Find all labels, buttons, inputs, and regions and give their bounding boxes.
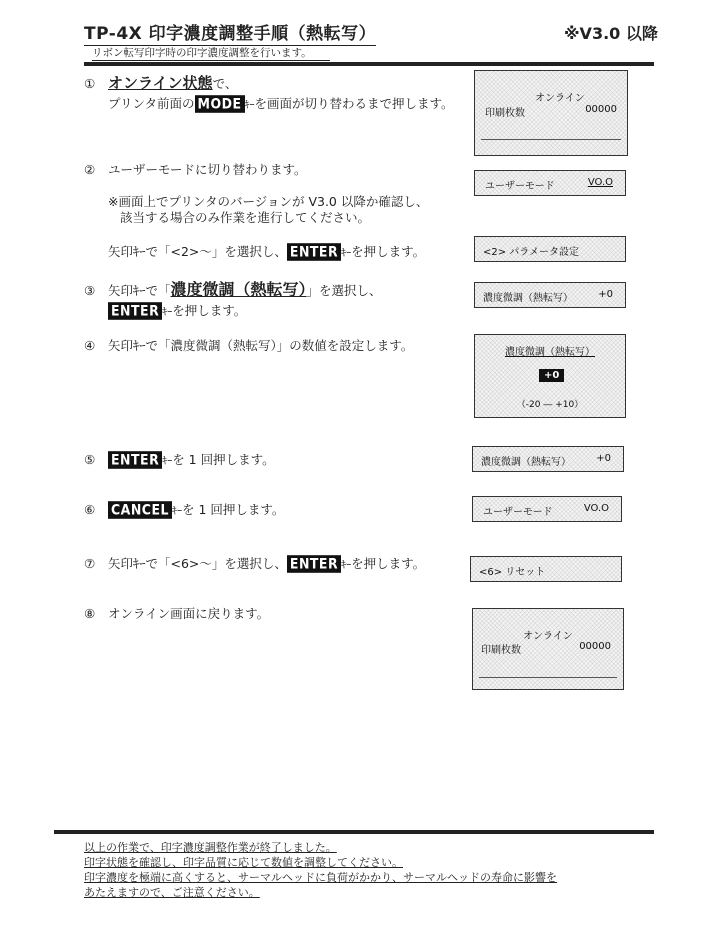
step-3-line-2 <box>108 301 246 322</box>
step-3-emphasis: 濃度微調（熱転写） <box>170 280 307 299</box>
lcd-title: 濃度微調（熱転写） <box>505 347 595 358</box>
footer-line-3: 印字濃度を極端に高くすると、サーマルヘッドに負荷がかかり、サーマルヘッドの寿命に影響を <box>84 871 557 884</box>
step-7 <box>84 554 425 575</box>
step-number: ③ <box>84 283 96 298</box>
lcd-density-edit <box>474 334 626 418</box>
lcd-version: VO.O <box>587 177 613 188</box>
step-2-sub <box>108 242 425 263</box>
lcd-divider <box>481 139 621 140</box>
step-2-note-1: ※画面上でプリンタのバージョンが V3.0 以降か確認し、 <box>108 194 429 209</box>
step-2 <box>84 160 307 179</box>
lcd-user-mode-1 <box>474 170 626 196</box>
lcd-density-item-1 <box>474 282 626 308</box>
step-3-text-c: を押します。 <box>172 303 247 318</box>
step-8 <box>84 604 269 623</box>
page-subtitle: リボン転写印字時の印字濃度調整を行います。 <box>92 46 330 61</box>
enter-key-badge: ENTER <box>108 451 162 469</box>
lcd-text: ユーザーモード <box>483 507 553 518</box>
step-1-text-a: で、 <box>212 76 238 91</box>
key-suffix: ｷｰ <box>162 307 173 318</box>
step-4 <box>84 336 413 355</box>
step-number: ⑧ <box>84 606 96 621</box>
step-1-line-2 <box>108 94 454 115</box>
step-1-text-b: プリンタ前面の <box>108 96 195 111</box>
lcd-selected-value: +0 <box>539 369 564 382</box>
step-2-sub-text-b: を押します。 <box>351 244 426 259</box>
lcd-online-2 <box>472 608 624 690</box>
footer-line-2: 印字状態を確認し、印字品質に応じて数値を調整してください。 <box>84 856 403 869</box>
step-5-text: を 1 回押します。 <box>172 452 275 467</box>
lcd-text: <2> パラメータ設定 <box>483 247 579 258</box>
footer-line-4: あたえますので、ご注意ください。 <box>84 886 260 899</box>
lcd-text: ユーザーモード <box>485 181 555 192</box>
step-2-text: ユーザーモードに切り替わります。 <box>108 162 307 177</box>
lcd-count: 00000 <box>585 104 617 115</box>
step-1-text-c: を画面が切り替わるまで押します。 <box>254 96 454 111</box>
lcd-label: 印刷枚数 <box>481 645 521 656</box>
step-number: ② <box>84 162 96 177</box>
header-rule <box>84 62 654 66</box>
lcd-text: <6> リセット <box>479 567 546 578</box>
key-suffix: ｷｰ <box>341 248 352 259</box>
page-title: TP-4X 印字濃度調整手順（熱転写） <box>84 24 377 44</box>
step-6-text: を 1 回押します。 <box>182 502 285 517</box>
step-3 <box>84 280 382 300</box>
step-number: ⑤ <box>84 452 96 467</box>
step-1-emphasis: オンライン状態 <box>108 74 213 92</box>
lcd-param <box>474 236 626 262</box>
enter-key-badge: ENTER <box>108 302 162 320</box>
step-6 <box>84 500 284 521</box>
key-suffix: ｷｰ <box>341 560 352 571</box>
step-8-text: オンライン画面に戻ります。 <box>108 606 270 621</box>
lcd-user-mode-2 <box>472 496 622 522</box>
step-1 <box>84 74 237 93</box>
step-2-note-2: 該当する場合のみ作業を進行してください。 <box>120 210 371 225</box>
lcd-density-item-2 <box>472 446 624 472</box>
enter-key-badge: ENTER <box>287 243 341 261</box>
footer-line-1: 以上の作業で、印字濃度調整作業が終了しました。 <box>84 841 337 854</box>
lcd-range: （-20 ― +10） <box>516 400 584 410</box>
step-number: ⑦ <box>84 556 96 571</box>
lcd-count: 00000 <box>579 641 611 652</box>
lcd-reset <box>470 556 622 582</box>
version-note: ※V3.0 以降 <box>564 24 658 43</box>
lcd-divider <box>479 677 617 678</box>
key-suffix: ｷｰ <box>244 100 255 111</box>
step-number: ⑥ <box>84 502 96 517</box>
lcd-value: +0 <box>596 453 611 464</box>
lcd-online-1 <box>474 70 628 156</box>
lcd-text: 濃度微調（熱転写） <box>481 457 571 468</box>
step-number: ④ <box>84 338 96 353</box>
step-3-text-b: 」を選択し、 <box>306 283 382 298</box>
mode-key-badge: MODE <box>195 95 245 113</box>
lcd-title: オンライン <box>523 631 573 642</box>
footer-rule <box>54 830 654 834</box>
key-suffix: ｷｰ <box>162 456 173 467</box>
cancel-key-badge: CANCEL <box>108 501 172 519</box>
lcd-text: 濃度微調（熱転写） <box>483 293 573 304</box>
enter-key-badge: ENTER <box>287 555 341 573</box>
step-2-sub-text-a: 矢印ｷｰで「<2>〜」を選択し、 <box>108 244 287 259</box>
step-7-text-a: 矢印ｷｰで「<6>〜」を選択し、 <box>108 556 287 571</box>
lcd-title: オンライン <box>535 93 585 104</box>
step-7-text-b: を押します。 <box>351 556 426 571</box>
lcd-label: 印刷枚数 <box>485 108 525 119</box>
step-number: ① <box>84 76 96 91</box>
lcd-version: VO.O <box>583 503 609 514</box>
step-4-text: 矢印ｷｰで「濃度微調（熱転写）」の数値を設定します。 <box>108 338 414 353</box>
step-3-text-a: 矢印ｷｰで「 <box>108 283 171 298</box>
key-suffix: ｷｰ <box>172 506 182 517</box>
lcd-value: +0 <box>598 289 613 300</box>
step-5 <box>84 450 275 471</box>
